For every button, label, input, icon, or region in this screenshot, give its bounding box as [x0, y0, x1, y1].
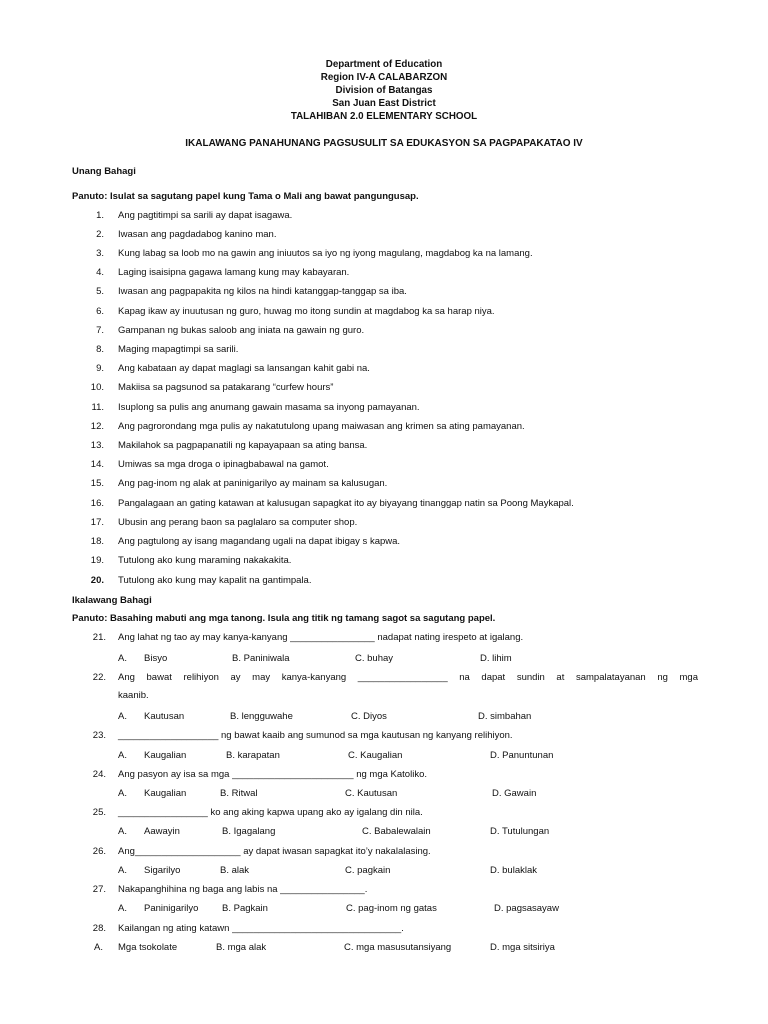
- item-text: Ang pagtulong ay isang magandang ugali na dapat ibigay s kapwa.: [118, 536, 401, 547]
- question-number: 26.: [92, 846, 106, 857]
- option-letter: A.: [118, 653, 127, 664]
- item-number: 2.: [96, 229, 104, 240]
- option-a: Sigarilyo: [144, 865, 181, 876]
- item-text: Ang pagtitimpi sa sarili ay dapat isagawa.: [118, 210, 293, 221]
- option-a: Bisyo: [144, 653, 168, 664]
- option-b: B. Pagkain: [222, 903, 268, 914]
- question-number: 27.: [92, 884, 106, 895]
- option-letter: A.: [118, 788, 127, 799]
- item-text: Tutulong ako kung may kapalit na gantimpala.: [118, 575, 312, 586]
- question-number: 25.: [92, 807, 106, 818]
- option-c: C. Babalewalain: [362, 826, 431, 837]
- question-text: Ang____________________ ay dapat iwasan sapagkat ito’y nakalalasing.: [118, 846, 431, 857]
- exam-title: IKALAWANG PANAHUNANG PAGSUSULIT SA EDUKASYON SA PAGPAPAKATAO IV: [185, 138, 583, 149]
- question-number: 22.: [92, 672, 106, 683]
- question-text: Ang pasyon ay isa sa mga _______________________ ng mga Katoliko.: [118, 769, 427, 780]
- item-text: Maging mapagtimpi sa sarili.: [118, 344, 239, 355]
- option-b: B. Igagalang: [222, 826, 276, 837]
- item-number: 13.: [90, 440, 104, 451]
- question-text: _________________ ko ang aking kapwa upang ako ay igalang din nila.: [118, 807, 423, 818]
- option-letter: A.: [118, 750, 127, 761]
- item-number: 20.: [90, 575, 104, 586]
- option-c: C. Kautusan: [345, 788, 398, 799]
- option-a: Paninigarilyo: [144, 903, 199, 914]
- item-text: Iwasan ang pagdadabog kanino man.: [118, 229, 277, 240]
- option-c: C. mga masusutansiyang: [344, 942, 452, 953]
- item-text: Ang kabataan ay dapat maglagi sa lansangan kahit gabi na.: [118, 363, 370, 374]
- option-c: C. Kaugalian: [348, 750, 403, 761]
- question-number: 24.: [92, 769, 106, 780]
- part2-heading: Ikalawang Bahagi: [72, 595, 152, 606]
- question-text: ___________________ ng bawat kaaib ang sumunod sa mga kautusan ng kanyang relihiyon.: [118, 730, 513, 741]
- item-number: 5.: [96, 286, 104, 297]
- item-text: Laging isaisipna gagawa lamang kung may kabayaran.: [118, 267, 350, 278]
- item-text: Iwasan ang pagpapakita ng kilos na hindi katanggap-tanggap sa iba.: [118, 286, 407, 297]
- header-line: Region IV-A CALABARZON: [320, 72, 448, 83]
- option-c: C. buhay: [355, 653, 394, 664]
- option-b: B. Ritwal: [220, 788, 258, 799]
- item-text: Kapag ikaw ay inuutusan ng guro, huwag mo itong sundin at magdabog ka sa harap niya.: [118, 306, 495, 317]
- item-number: 10.: [90, 382, 104, 393]
- item-number: 16.: [90, 498, 104, 509]
- option-d: D. Gawain: [492, 788, 537, 799]
- option-b: B. karapatan: [226, 750, 280, 761]
- item-text: Kung labag sa loob mo na gawin ang iniuutos sa iyo ng iyong magulang, magdabog ka na lamang.: [118, 248, 533, 259]
- question-text: Ang lahat ng tao ay may kanya-kanyang ________________ nadapat nating irespeto at igalang.: [118, 632, 524, 643]
- item-number: 1.: [96, 210, 104, 221]
- option-a: Kautusan: [144, 711, 185, 722]
- header-line: TALAHIBAN 2.0 ELEMENTARY SCHOOL: [290, 111, 478, 122]
- item-text: Gampanan ng bukas saloob ang iniata na gawain ng guro.: [118, 325, 365, 336]
- question-number: 21.: [92, 632, 106, 643]
- item-text: Ang pagrorondang mga pulis ay nakatutulong upang maiwasan ang krimen sa ating pamayanan.: [118, 421, 525, 432]
- item-text: Makiisa sa pagsunod sa patakarang “curfew hours”: [118, 382, 334, 393]
- option-letter: A.: [118, 865, 127, 876]
- item-text: Isuplong sa pulis ang anumang gawain masama sa inyong pamayanan.: [118, 402, 420, 413]
- item-number: 6.: [96, 306, 104, 317]
- option-d: D. Tutulungan: [490, 826, 550, 837]
- item-number: 9.: [96, 363, 104, 374]
- item-text: Ubusin ang perang baon sa paglalaro sa computer shop.: [118, 517, 358, 528]
- item-number: 15.: [90, 478, 104, 489]
- header-line: Division of Batangas: [335, 85, 433, 96]
- option-b: B. alak: [220, 865, 250, 876]
- item-number: 14.: [90, 459, 104, 470]
- question-text: Ang bawat relihiyon ay may kanya-kanyang _________________ na dapat sundin at sampalatayanan ng mga: [118, 672, 698, 683]
- option-c: C. Diyos: [351, 711, 387, 722]
- option-b: B. Paniniwala: [232, 653, 290, 664]
- option-b: B. lengguwahe: [230, 711, 293, 722]
- option-d: D. mga sitsiriya: [490, 942, 555, 953]
- item-number: 4.: [96, 267, 104, 278]
- item-text: Umiwas sa mga droga o ipinagbabawal na gamot.: [118, 459, 329, 470]
- part1-directions: Panuto: Isulat sa sagutang papel kung Tama o Mali ang bawat pangungusap.: [72, 191, 419, 202]
- option-a: Aawayin: [144, 826, 180, 837]
- question-number: 23.: [92, 730, 106, 741]
- header-line: San Juan East District: [332, 98, 436, 109]
- item-number: 11.: [91, 402, 104, 413]
- question-text: Nakapanghihina ng baga ang labis na ________________.: [118, 884, 368, 895]
- question-text-continued: kaanib.: [118, 690, 149, 701]
- question-number: 28.: [92, 923, 106, 934]
- item-number: 18.: [90, 536, 104, 547]
- question-text: Kailangan ng ating katawn ________________________________.: [118, 923, 404, 934]
- option-b: B. mga alak: [216, 942, 267, 953]
- option-d: D. simbahan: [478, 711, 532, 722]
- item-number: 17.: [90, 517, 104, 528]
- option-a: Mga tsokolate: [118, 942, 178, 953]
- option-c: C. pagkain: [345, 865, 391, 876]
- item-text: Tutulong ako kung maraming nakakakita.: [118, 555, 292, 566]
- option-letter: A.: [94, 942, 103, 953]
- item-number: 19.: [90, 555, 104, 566]
- item-number: 7.: [96, 325, 104, 336]
- part2-directions: Panuto: Basahing mabuti ang mga tanong. Isula ang titik ng tamang sagot sa sagutang papel.: [72, 613, 496, 624]
- option-a: Kaugalian: [144, 750, 187, 761]
- option-letter: A.: [118, 903, 127, 914]
- item-number: 3.: [96, 248, 104, 259]
- option-d: D. Panuntunan: [490, 750, 554, 761]
- option-c: C. pag-inom ng gatas: [346, 903, 437, 914]
- item-text: Ang pag-inom ng alak at paninigarilyo ay mainam sa kalusugan.: [118, 478, 388, 489]
- option-d: D. lihim: [480, 653, 512, 664]
- school-header: [0, 58, 768, 123]
- option-a: Kaugalian: [144, 788, 187, 799]
- option-d: D. pagsasayaw: [494, 903, 559, 914]
- item-text: Pangalagaan an gating katawan at kalusugan sapagkat ito ay biyayang tinanggap natin sa Poong Maykapal.: [118, 498, 574, 509]
- option-d: D. bulaklak: [490, 865, 537, 876]
- item-text: Makilahok sa pagpapanatili ng kapayapaan sa ating bansa.: [118, 440, 368, 451]
- part1-heading: Unang Bahagi: [72, 166, 136, 177]
- option-letter: A.: [118, 826, 127, 837]
- option-letter: A.: [118, 711, 127, 722]
- item-number: 8.: [96, 344, 104, 355]
- header-line: Department of Education: [325, 59, 443, 70]
- item-number: 12.: [90, 421, 104, 432]
